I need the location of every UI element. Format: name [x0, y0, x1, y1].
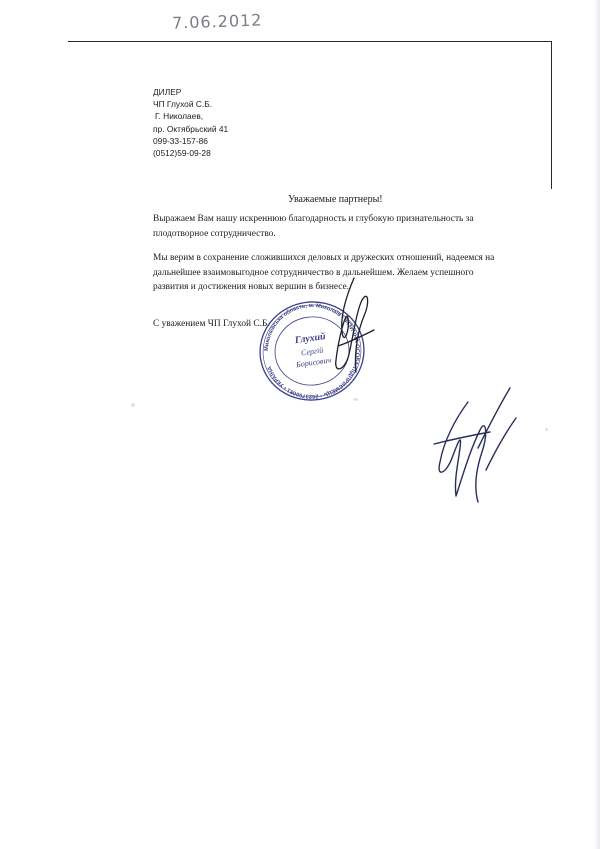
stamp-name-line-3: Борисович [295, 355, 332, 370]
scan-speck [545, 428, 548, 431]
letter-paragraph-1: Выражаем Вам нашу искреннюю благодарность и глубокую признательность за плодотворное сотрудничество. [153, 214, 474, 239]
scan-speck [353, 398, 358, 401]
scan-speck [131, 403, 135, 407]
letter-paragraph-2: Мы верим в сохранение сложившихся деловых и дружеских отношений, надеемся на дальнейшее взаимовыгодное сотрудничество в дальнейшем. Желаем успешного развития и достижения новых вершин в бизнесе. [153, 253, 495, 292]
scan-border-right [551, 41, 552, 189]
signature-small [326, 272, 382, 392]
scan-border-top [68, 41, 552, 42]
stamp-name-line-1: Глухий [294, 331, 327, 347]
dealer-address-block [153, 86, 228, 159]
dealer-street: пр. Октябрьский 41 [153, 123, 229, 134]
handwritten-date: 7.06.2012 [171, 10, 263, 33]
scan-edge [594, 0, 600, 849]
signature-large [426, 378, 526, 508]
stamp-name-line-2: Сергій [300, 345, 324, 358]
dealer-heading: ДИЛЕР [153, 87, 182, 97]
stamp-ring-text: Миколаївська область, м. Миколаїв • ФІЗИЧНА ОСОБА-ПІДПРИЄМЕЦЬ • 2623700081 • УКРАЇНА [263, 302, 361, 400]
letter-greeting: Уважаемые партнеры! [288, 194, 383, 205]
dealer-city: Г. Николаев, [155, 111, 204, 122]
dealer-phone-office: (0512)59-09-28 [153, 148, 211, 159]
letter-closing: С уважением ЧП Глухой С.Б. [153, 319, 270, 329]
dealer-phone-mobile: 099-33-157-86 [153, 135, 208, 146]
dealer-name: ЧП Глухой С.Б. [153, 99, 213, 110]
